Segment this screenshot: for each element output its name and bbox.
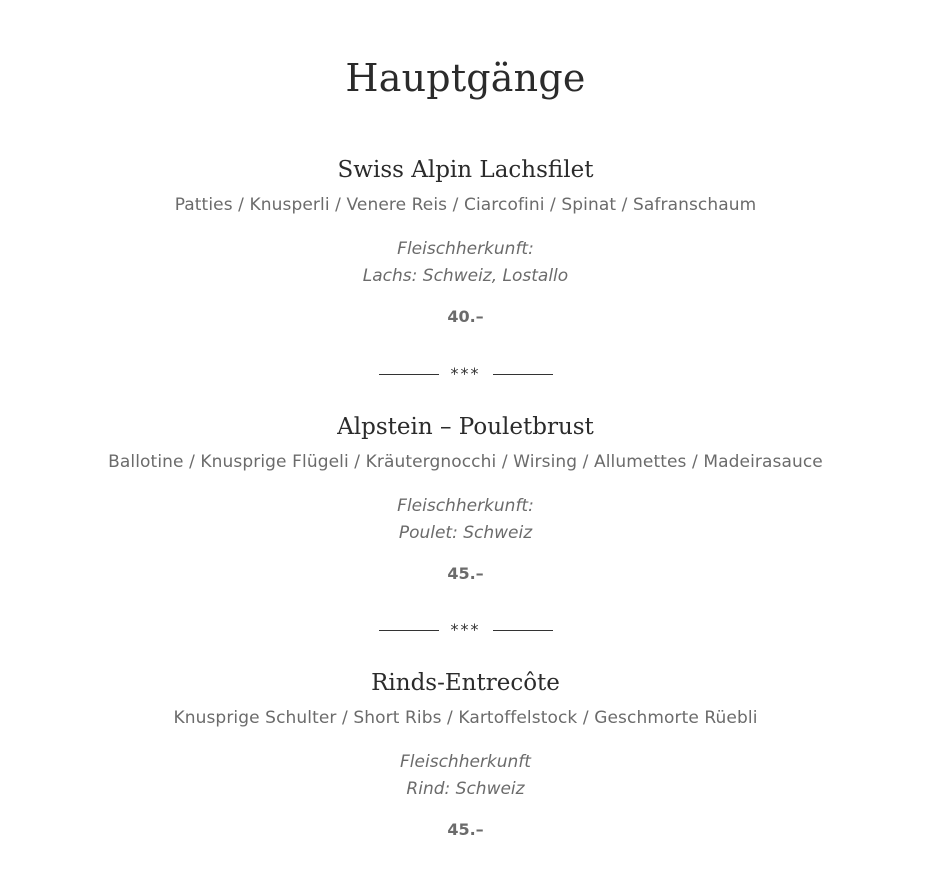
dish-price: 45.– xyxy=(447,564,484,583)
dish-origin-label: Fleischherkunft: xyxy=(397,239,534,259)
separator xyxy=(0,363,931,385)
dish-price: 40.– xyxy=(447,307,484,326)
page-title: Hauptgänge xyxy=(345,56,586,100)
separator-line xyxy=(493,630,553,631)
separator xyxy=(0,619,931,641)
dish-origin-label: Fleischherkunft: xyxy=(397,496,534,516)
dish-origin-label: Fleischherkunft xyxy=(400,752,531,772)
dish-origin-value: Rind: Schweiz xyxy=(406,779,525,799)
dish-name: Alpstein – Pouletbrust xyxy=(337,414,594,440)
dish-name: Swiss Alpin Lachsfilet xyxy=(337,157,594,183)
dish-description: Knusprige Schulter / Short Ribs / Kartoffelstock / Geschmorte Rüebli xyxy=(173,708,758,728)
separator-line xyxy=(493,374,553,375)
dish-item xyxy=(0,668,931,841)
dish-item xyxy=(0,155,931,328)
dish-item xyxy=(0,412,931,585)
dish-description: Ballotine / Knusprige Flügeli / Kräutergnocchi / Wirsing / Allumettes / Madeirasauce xyxy=(108,452,823,472)
separator-line xyxy=(379,630,439,631)
dish-origin xyxy=(0,236,931,290)
dish-origin-value: Poulet: Schweiz xyxy=(398,523,533,543)
dish-origin xyxy=(0,493,931,547)
dish-name: Rinds-Entrecôte xyxy=(371,670,560,696)
separator-stars: *** xyxy=(450,364,481,383)
dish-origin-value: Lachs: Schweiz, Lostallo xyxy=(362,266,569,286)
separator-stars: *** xyxy=(450,620,481,639)
dish-description: Patties / Knusperli / Venere Reis / Ciarcofini / Spinat / Safranschaum xyxy=(174,195,757,215)
dish-origin xyxy=(0,749,931,803)
dish-price: 45.– xyxy=(447,820,484,839)
separator-line xyxy=(379,374,439,375)
